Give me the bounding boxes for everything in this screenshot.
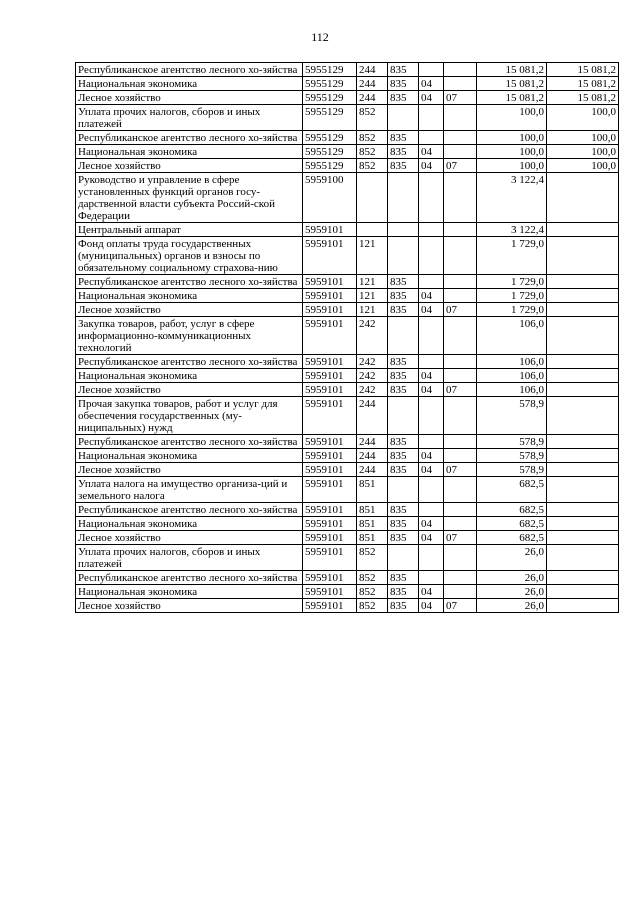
row-name: Руководство и управление в сфере установленных функций органов госу-дарственной власти субъекта Россий-ской Федерации [76, 173, 303, 223]
administrator-code: 835 [388, 369, 419, 383]
row-name: Республиканское агентство лесного хо-зяйства [76, 355, 303, 369]
subsection-code [444, 435, 477, 449]
expense-type-code: 852 [357, 571, 388, 585]
amount-year-2 [547, 517, 619, 531]
section-code: 04 [419, 383, 444, 397]
amount-year-1: 106,0 [477, 383, 547, 397]
target-article-code: 5959101 [303, 517, 357, 531]
row-name: Лесное хозяйство [76, 383, 303, 397]
amount-year-2 [547, 545, 619, 571]
target-article-code: 5959101 [303, 435, 357, 449]
amount-year-2 [547, 369, 619, 383]
table-row [76, 449, 619, 463]
administrator-code: 835 [388, 289, 419, 303]
subsection-code [444, 105, 477, 131]
section-code [419, 131, 444, 145]
row-name: Уплата налога на имущество организа-ций и земельного налога [76, 477, 303, 503]
administrator-code [388, 223, 419, 237]
administrator-code [388, 397, 419, 435]
amount-year-1: 106,0 [477, 369, 547, 383]
target-article-code: 5959101 [303, 477, 357, 503]
amount-year-1: 100,0 [477, 159, 547, 173]
administrator-code: 835 [388, 145, 419, 159]
row-name: Фонд оплаты труда государственных (муниципальных) органов и взносы по обязательному социальному страхова-нию [76, 237, 303, 275]
section-code: 04 [419, 517, 444, 531]
amount-year-1: 100,0 [477, 145, 547, 159]
section-code: 04 [419, 585, 444, 599]
section-code [419, 571, 444, 585]
amount-year-1: 106,0 [477, 355, 547, 369]
amount-year-1: 1 729,0 [477, 237, 547, 275]
table-row [76, 545, 619, 571]
administrator-code: 835 [388, 275, 419, 289]
target-article-code: 5959101 [303, 545, 357, 571]
row-name: Лесное хозяйство [76, 599, 303, 613]
subsection-code: 07 [444, 383, 477, 397]
target-article-code: 5959100 [303, 173, 357, 223]
expense-type-code [357, 223, 388, 237]
table-row [76, 105, 619, 131]
amount-year-1: 682,5 [477, 503, 547, 517]
amount-year-2: 15 081,2 [547, 63, 619, 77]
subsection-code [444, 275, 477, 289]
row-name: Закупка товаров, работ, услуг в сфере информационно-коммуникационных технологий [76, 317, 303, 355]
table-row [76, 397, 619, 435]
table-row [76, 517, 619, 531]
row-name: Национальная экономика [76, 289, 303, 303]
amount-year-1: 26,0 [477, 585, 547, 599]
target-article-code: 5959101 [303, 503, 357, 517]
table-row [76, 145, 619, 159]
section-code [419, 545, 444, 571]
expense-type-code: 244 [357, 463, 388, 477]
target-article-code: 5959101 [303, 383, 357, 397]
amount-year-2 [547, 463, 619, 477]
table-row [76, 173, 619, 223]
subsection-code [444, 289, 477, 303]
amount-year-2: 100,0 [547, 145, 619, 159]
amount-year-1: 26,0 [477, 545, 547, 571]
amount-year-2 [547, 173, 619, 223]
amount-year-1: 682,5 [477, 477, 547, 503]
target-article-code: 5955129 [303, 145, 357, 159]
expense-type-code: 852 [357, 105, 388, 131]
subsection-code [444, 545, 477, 571]
row-name: Республиканское агентство лесного хо-зяйства [76, 571, 303, 585]
row-name: Республиканское агентство лесного хо-зяйства [76, 63, 303, 77]
row-name: Республиканское агентство лесного хо-зяйства [76, 435, 303, 449]
row-name: Лесное хозяйство [76, 303, 303, 317]
target-article-code: 5959101 [303, 531, 357, 545]
row-name: Лесное хозяйство [76, 463, 303, 477]
section-code: 04 [419, 449, 444, 463]
amount-year-2 [547, 599, 619, 613]
row-name: Прочая закупка товаров, работ и услуг для обеспечения государственных (му-ниципальных) нужд [76, 397, 303, 435]
target-article-code: 5959101 [303, 463, 357, 477]
administrator-code: 835 [388, 303, 419, 317]
target-article-code: 5955129 [303, 159, 357, 173]
subsection-code [444, 397, 477, 435]
target-article-code: 5955129 [303, 131, 357, 145]
subsection-code [444, 449, 477, 463]
amount-year-2 [547, 435, 619, 449]
amount-year-1: 1 729,0 [477, 275, 547, 289]
subsection-code [444, 63, 477, 77]
amount-year-2 [547, 223, 619, 237]
administrator-code: 835 [388, 159, 419, 173]
subsection-code: 07 [444, 159, 477, 173]
target-article-code: 5959101 [303, 449, 357, 463]
table-row [76, 585, 619, 599]
expense-type-code: 244 [357, 91, 388, 105]
section-code [419, 477, 444, 503]
expense-type-code: 852 [357, 159, 388, 173]
amount-year-2 [547, 289, 619, 303]
table-row [76, 369, 619, 383]
table-row [76, 289, 619, 303]
section-code: 04 [419, 77, 444, 91]
section-code [419, 275, 444, 289]
amount-year-1: 578,9 [477, 449, 547, 463]
row-name: Республиканское агентство лесного хо-зяйства [76, 503, 303, 517]
expense-type-code: 851 [357, 503, 388, 517]
expense-type-code: 852 [357, 599, 388, 613]
expense-type-code: 852 [357, 131, 388, 145]
expense-type-code: 852 [357, 145, 388, 159]
row-name: Национальная экономика [76, 449, 303, 463]
section-code [419, 355, 444, 369]
administrator-code: 835 [388, 449, 419, 463]
amount-year-2 [547, 449, 619, 463]
amount-year-1: 3 122,4 [477, 223, 547, 237]
row-name: Национальная экономика [76, 517, 303, 531]
amount-year-1: 682,5 [477, 517, 547, 531]
section-code: 04 [419, 531, 444, 545]
section-code: 04 [419, 599, 444, 613]
expense-type-code: 242 [357, 383, 388, 397]
subsection-code: 07 [444, 91, 477, 105]
amount-year-1: 1 729,0 [477, 303, 547, 317]
subsection-code [444, 317, 477, 355]
administrator-code: 835 [388, 77, 419, 91]
table-row [76, 599, 619, 613]
amount-year-2 [547, 275, 619, 289]
subsection-code [444, 503, 477, 517]
target-article-code: 5955129 [303, 77, 357, 91]
section-code: 04 [419, 463, 444, 477]
subsection-code [444, 131, 477, 145]
section-code: 04 [419, 91, 444, 105]
expense-type-code: 244 [357, 435, 388, 449]
administrator-code: 835 [388, 517, 419, 531]
section-code [419, 397, 444, 435]
administrator-code: 835 [388, 91, 419, 105]
amount-year-2 [547, 237, 619, 275]
expense-type-code: 851 [357, 477, 388, 503]
row-name: Центральный аппарат [76, 223, 303, 237]
section-code [419, 63, 444, 77]
administrator-code: 835 [388, 585, 419, 599]
table-row [76, 159, 619, 173]
table-row [76, 275, 619, 289]
section-code [419, 435, 444, 449]
administrator-code [388, 105, 419, 131]
section-code: 04 [419, 159, 444, 173]
expense-type-code: 851 [357, 531, 388, 545]
amount-year-2 [547, 355, 619, 369]
target-article-code: 5959101 [303, 571, 357, 585]
row-name: Республиканское агентство лесного хо-зяйства [76, 275, 303, 289]
target-article-code: 5959101 [303, 369, 357, 383]
amount-year-2 [547, 303, 619, 317]
table-row [76, 303, 619, 317]
section-code [419, 105, 444, 131]
subsection-code: 07 [444, 463, 477, 477]
amount-year-1: 578,9 [477, 435, 547, 449]
table-row [76, 503, 619, 517]
subsection-code [444, 355, 477, 369]
table-row [76, 237, 619, 275]
administrator-code: 835 [388, 599, 419, 613]
administrator-code: 835 [388, 63, 419, 77]
amount-year-2 [547, 383, 619, 397]
administrator-code: 835 [388, 571, 419, 585]
row-name: Национальная экономика [76, 77, 303, 91]
amount-year-1: 100,0 [477, 105, 547, 131]
section-code: 04 [419, 369, 444, 383]
administrator-code: 835 [388, 383, 419, 397]
subsection-code [444, 517, 477, 531]
expense-type-code: 121 [357, 237, 388, 275]
row-name: Лесное хозяйство [76, 531, 303, 545]
amount-year-2 [547, 571, 619, 585]
administrator-code [388, 477, 419, 503]
target-article-code: 5959101 [303, 223, 357, 237]
row-name: Республиканское агентство лесного хо-зяйства [76, 131, 303, 145]
amount-year-1: 578,9 [477, 463, 547, 477]
table-row [76, 91, 619, 105]
target-article-code: 5959101 [303, 317, 357, 355]
row-name: Национальная экономика [76, 369, 303, 383]
table-row [76, 571, 619, 585]
section-code: 04 [419, 303, 444, 317]
expense-type-code: 244 [357, 449, 388, 463]
amount-year-1: 3 122,4 [477, 173, 547, 223]
target-article-code: 5959101 [303, 275, 357, 289]
expense-type-code: 852 [357, 585, 388, 599]
target-article-code: 5955129 [303, 63, 357, 77]
target-article-code: 5959101 [303, 585, 357, 599]
administrator-code: 835 [388, 463, 419, 477]
target-article-code: 5959101 [303, 355, 357, 369]
amount-year-1: 15 081,2 [477, 77, 547, 91]
administrator-code [388, 317, 419, 355]
table-row [76, 435, 619, 449]
expense-type-code: 121 [357, 303, 388, 317]
amount-year-1: 578,9 [477, 397, 547, 435]
amount-year-1: 15 081,2 [477, 63, 547, 77]
target-article-code: 5959101 [303, 397, 357, 435]
target-article-code: 5955129 [303, 91, 357, 105]
section-code [419, 503, 444, 517]
section-code [419, 237, 444, 275]
table-row [76, 463, 619, 477]
amount-year-2: 100,0 [547, 159, 619, 173]
section-code [419, 317, 444, 355]
expense-type-code: 242 [357, 355, 388, 369]
subsection-code: 07 [444, 303, 477, 317]
subsection-code [444, 571, 477, 585]
table-row [76, 383, 619, 397]
expense-type-code: 242 [357, 317, 388, 355]
amount-year-2 [547, 317, 619, 355]
subsection-code [444, 223, 477, 237]
expense-type-code: 121 [357, 275, 388, 289]
amount-year-2 [547, 503, 619, 517]
administrator-code [388, 173, 419, 223]
table-row [76, 477, 619, 503]
administrator-code: 835 [388, 131, 419, 145]
subsection-code [444, 477, 477, 503]
row-name: Лесное хозяйство [76, 159, 303, 173]
table-row [76, 531, 619, 545]
amount-year-2: 15 081,2 [547, 91, 619, 105]
table-row [76, 131, 619, 145]
amount-year-2 [547, 531, 619, 545]
expense-type-code: 242 [357, 369, 388, 383]
subsection-code [444, 173, 477, 223]
administrator-code: 835 [388, 503, 419, 517]
amount-year-2 [547, 477, 619, 503]
administrator-code: 835 [388, 435, 419, 449]
table-row [76, 63, 619, 77]
expense-type-code: 244 [357, 63, 388, 77]
page-number: 112 [311, 30, 329, 44]
table-row [76, 223, 619, 237]
target-article-code: 5955129 [303, 105, 357, 131]
amount-year-1: 15 081,2 [477, 91, 547, 105]
section-code [419, 173, 444, 223]
amount-year-1: 26,0 [477, 571, 547, 585]
target-article-code: 5959101 [303, 303, 357, 317]
budget-table-body [76, 63, 619, 613]
table-row [76, 317, 619, 355]
section-code [419, 223, 444, 237]
expense-type-code: 121 [357, 289, 388, 303]
row-name: Уплата прочих налогов, сборов и иных платежей [76, 545, 303, 571]
row-name: Уплата прочих налогов, сборов и иных платежей [76, 105, 303, 131]
expense-type-code [357, 173, 388, 223]
amount-year-1: 26,0 [477, 599, 547, 613]
target-article-code: 5959101 [303, 599, 357, 613]
subsection-code [444, 369, 477, 383]
subsection-code [444, 145, 477, 159]
section-code: 04 [419, 145, 444, 159]
subsection-code [444, 237, 477, 275]
expense-type-code: 244 [357, 397, 388, 435]
section-code: 04 [419, 289, 444, 303]
amount-year-1: 682,5 [477, 531, 547, 545]
subsection-code [444, 585, 477, 599]
budget-table [75, 62, 619, 613]
amount-year-2 [547, 585, 619, 599]
amount-year-2: 100,0 [547, 105, 619, 131]
amount-year-1: 100,0 [477, 131, 547, 145]
row-name: Национальная экономика [76, 145, 303, 159]
table-row [76, 355, 619, 369]
row-name: Лесное хозяйство [76, 91, 303, 105]
table-row [76, 77, 619, 91]
administrator-code [388, 237, 419, 275]
expense-type-code: 244 [357, 77, 388, 91]
administrator-code: 835 [388, 531, 419, 545]
subsection-code: 07 [444, 599, 477, 613]
amount-year-1: 106,0 [477, 317, 547, 355]
amount-year-2 [547, 397, 619, 435]
administrator-code: 835 [388, 355, 419, 369]
target-article-code: 5959101 [303, 289, 357, 303]
expense-type-code: 852 [357, 545, 388, 571]
row-name: Национальная экономика [76, 585, 303, 599]
target-article-code: 5959101 [303, 237, 357, 275]
expense-type-code: 851 [357, 517, 388, 531]
subsection-code: 07 [444, 531, 477, 545]
amount-year-2: 15 081,2 [547, 77, 619, 91]
amount-year-1: 1 729,0 [477, 289, 547, 303]
subsection-code [444, 77, 477, 91]
administrator-code [388, 545, 419, 571]
amount-year-2: 100,0 [547, 131, 619, 145]
